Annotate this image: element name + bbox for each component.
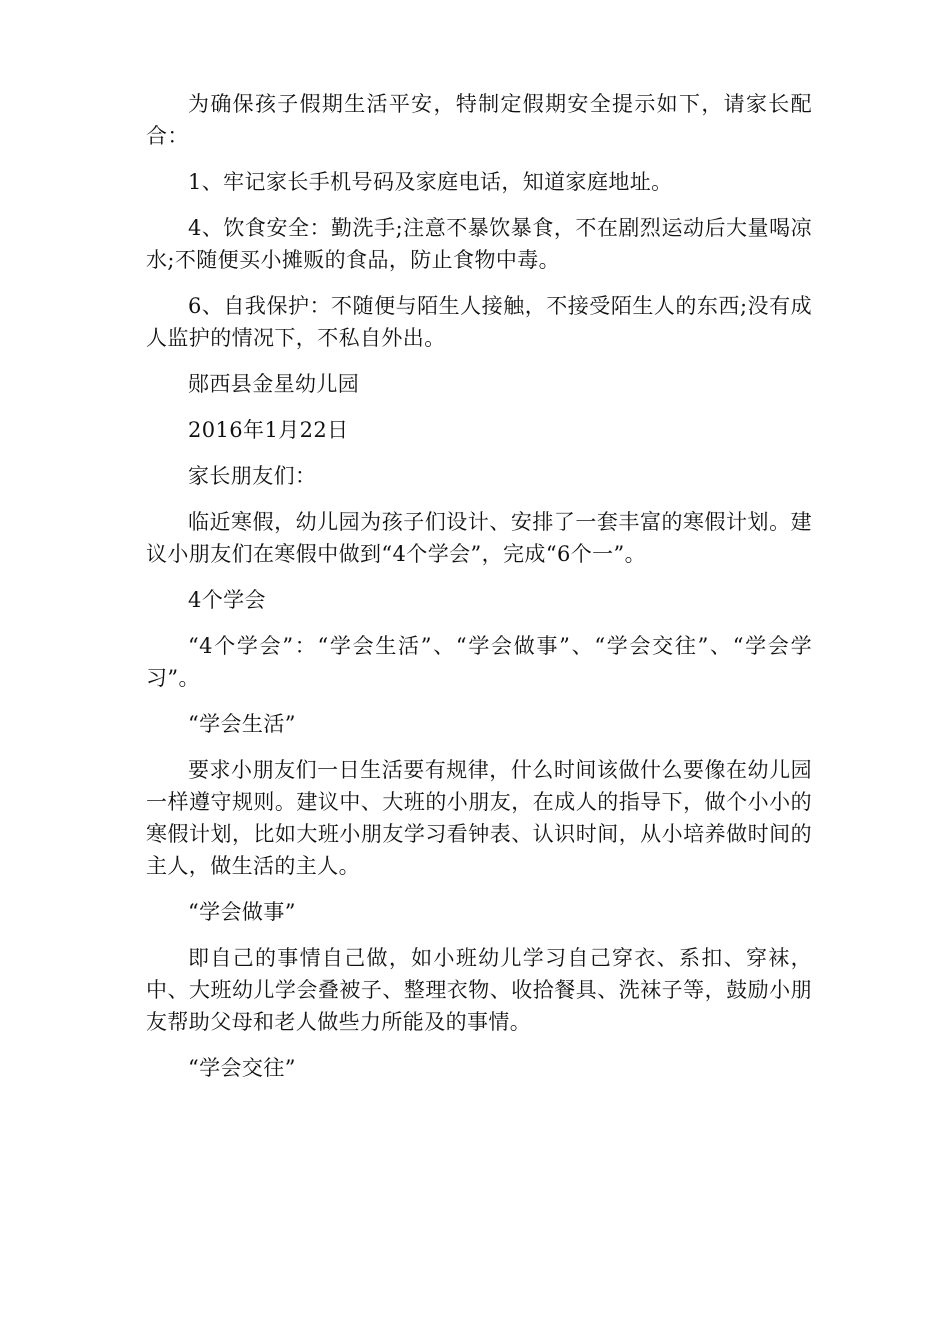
paragraph-heading-learn-living: “学会生活” bbox=[188, 712, 296, 736]
paragraph-heading-four-skills: 4个学会 bbox=[188, 588, 266, 612]
paragraph-safety-intro: 为确保孩子假期生活平安，特制定假期安全提示如下，请家长配合： bbox=[146, 92, 812, 148]
paragraph-learn-living-body: 要求小朋友们一日生活要有规律，什么时间该做什么要像在幼儿园一样遵守规则。建议中、大班的小朋友，在成人的指导下，做个小小的寒假计划，比如大班小朋友学习看钟表、认识时间，从小培养做时间的主人，做生活的主人。 bbox=[146, 758, 812, 878]
paragraph-learn-doing-body: 即自己的事情自己做，如小班幼儿学习自己穿衣、系扣、穿袜，中、大班幼儿学会叠被子、整理衣物、收拾餐具、洗袜子等，鼓励小朋友帮助父母和老人做些力所能及的事情。 bbox=[146, 946, 812, 1034]
paragraph-four-skills-list: “4个学会”：“学会生活”、“学会做事”、“学会交往”、“学会学习”。 bbox=[146, 634, 812, 690]
paragraph-safety-item-1: 1、牢记家长手机号码及家庭电话，知道家庭地址。 bbox=[188, 170, 673, 194]
paragraph-safety-item-4: 4、饮食安全：勤洗手;注意不暴饮暴食，不在剧烈运动后大量喝凉水;不随便买小摊贩的食品，防止食物中毒。 bbox=[146, 216, 812, 272]
paragraph-safety-item-6: 6、自我保护：不随便与陌生人接触，不接受陌生人的东西;没有成人监护的情况下，不私自外出。 bbox=[146, 294, 812, 350]
paragraph-heading-learn-socializing: “学会交往” bbox=[188, 1056, 296, 1080]
paragraph-signature-org: 郧西县金星幼儿园 bbox=[188, 372, 360, 396]
paragraph-signature-date: 2016年1月22日 bbox=[188, 418, 349, 442]
paragraph-greeting: 家长朋友们： bbox=[188, 464, 317, 488]
paragraph-plan-intro: 临近寒假，幼儿园为孩子们设计、安排了一套丰富的寒假计划。建议小朋友们在寒假中做到“4个学会”，完成“6个一”。 bbox=[146, 510, 812, 566]
paragraph-heading-learn-doing: “学会做事” bbox=[188, 900, 296, 924]
document-body bbox=[146, 88, 812, 1098]
